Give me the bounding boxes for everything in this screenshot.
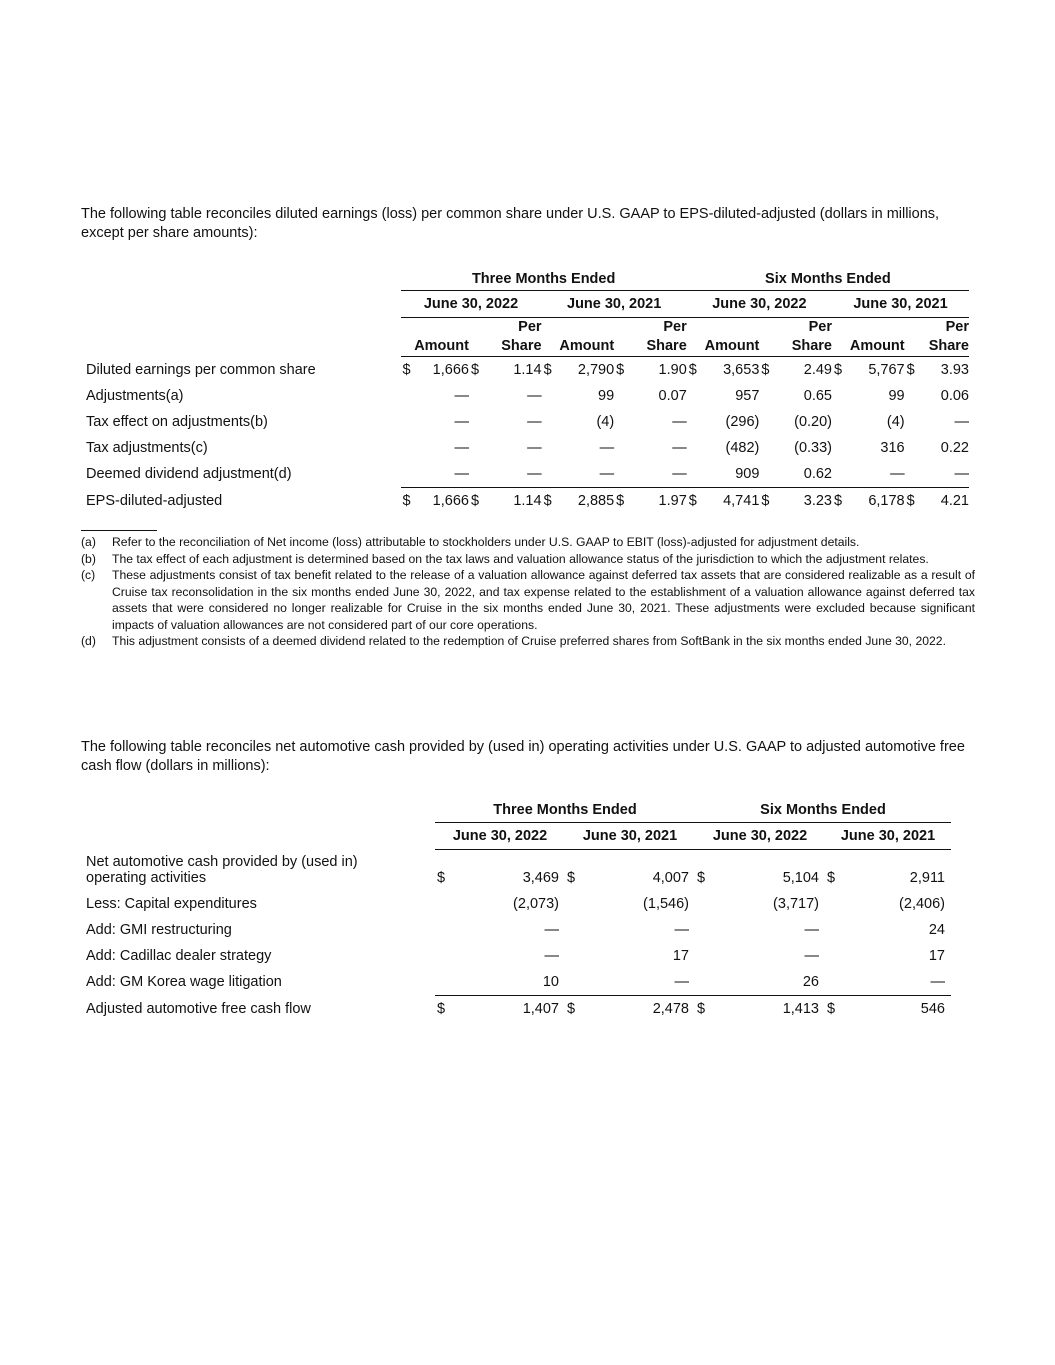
eps-group-header: Six Months Ended (687, 268, 969, 291)
value-cell: 2.49 (803, 362, 832, 378)
value-cell: — (804, 922, 819, 938)
currency-symbol: $ (565, 996, 585, 1023)
value-cell: — (454, 466, 469, 482)
amount-header: Amount (687, 336, 760, 357)
currency-symbol (565, 969, 585, 996)
value-cell: 1.14 (488, 488, 542, 515)
row-label-line: operating activities (86, 870, 207, 886)
footnote-key: (c) (81, 568, 96, 582)
value-cell: 0.06 (940, 388, 969, 404)
value-cell: — (672, 414, 687, 430)
value-cell: — (599, 466, 615, 482)
currency-symbol (687, 461, 706, 488)
currency-symbol: $ (834, 362, 843, 378)
eps-period-header: June 30, 2021 (832, 291, 969, 318)
value-cell: (0.20) (794, 414, 832, 430)
value-cell: 2,911 (909, 870, 945, 886)
value-cell: — (674, 922, 689, 938)
currency-symbol (905, 383, 924, 409)
value-cell: 4,007 (652, 870, 689, 886)
row-label: Add: GMI restructuring (86, 922, 232, 938)
currency-symbol: $ (437, 870, 446, 886)
value-cell: — (454, 440, 469, 456)
currency-symbol: $ (614, 488, 633, 515)
value-cell: 99 (598, 388, 615, 404)
footnote-text: These adjustments consist of tax benefit related to the release of a valuation allowance against deferred tax assets that are considered realizable as a result of Cruise tax reconsolidation in the six months ended June 30, 2022, and tax expense related to the establishment of a valuation allowance against deferred tax assets that were considered no longer realizable for Cruise in the six months ended June 30, 2021. These adjustments were excluded because significant impacts of valuation allowances are not considered part of our core operations. (112, 568, 975, 632)
table-row (81, 357, 969, 384)
value-cell: 17 (928, 948, 945, 964)
value-cell: — (890, 466, 905, 482)
value-cell: (4) (596, 414, 615, 430)
currency-symbol (614, 435, 633, 461)
value-cell: 0.65 (803, 388, 832, 404)
currency-symbol (435, 969, 455, 996)
currency-symbol (401, 461, 420, 488)
row-label (81, 850, 435, 892)
footnote-key: (d) (81, 634, 96, 648)
value-cell: 957 (735, 388, 760, 404)
per-header: Per (518, 319, 542, 335)
footnote-b (81, 551, 975, 568)
currency-symbol (565, 917, 585, 943)
eps-period-header: June 30, 2021 (542, 291, 687, 318)
currency-symbol: $ (688, 362, 697, 378)
per-header: Per (808, 319, 832, 335)
currency-symbol (759, 461, 778, 488)
value-cell: 4.21 (923, 488, 969, 515)
value-cell: 1.90 (658, 362, 687, 378)
currency-symbol: $ (761, 362, 770, 378)
per-header: Per (945, 319, 969, 335)
value-cell: 24 (928, 922, 945, 938)
currency-symbol (832, 409, 851, 435)
value-cell: 1.14 (513, 362, 542, 378)
value-cell: 5,767 (868, 362, 905, 378)
fcf-group-header: Three Months Ended (493, 802, 637, 818)
table-row (81, 409, 969, 435)
table-row (81, 917, 951, 943)
table-row (81, 461, 969, 488)
currency-symbol (565, 891, 585, 917)
value-cell: (3,717) (773, 896, 819, 912)
value-cell: 1,407 (455, 996, 565, 1023)
value-cell: 2,478 (585, 996, 695, 1023)
value-cell: 5,104 (782, 870, 819, 886)
row-label: Adjusted automotive free cash flow (86, 1000, 311, 1017)
value-cell: 10 (542, 974, 559, 990)
currency-symbol (832, 383, 851, 409)
fcf-group-header: Six Months Ended (695, 798, 951, 823)
value-cell: — (527, 414, 542, 430)
value-cell: — (672, 466, 687, 482)
footnotes (81, 534, 975, 650)
value-cell: — (954, 414, 969, 430)
amount-header: Amount (832, 336, 905, 357)
currency-symbol: $ (906, 362, 915, 378)
footnote-c (81, 567, 975, 633)
currency-symbol (614, 409, 633, 435)
value-cell: 2,790 (577, 362, 615, 378)
share-header: Share (469, 336, 542, 357)
amount-header: Amount (542, 336, 615, 357)
row-label: Diluted earnings per common share (86, 361, 316, 378)
fcf-period-header: June 30, 2022 (695, 823, 825, 850)
value-cell: 4,741 (705, 488, 759, 515)
value-cell: 1.97 (633, 488, 687, 515)
value-cell: — (454, 388, 469, 404)
table-row (81, 891, 951, 917)
fcf-period-header: June 30, 2021 (565, 823, 695, 850)
amount-header: Amount (401, 336, 469, 357)
value-cell: (4) (886, 414, 905, 430)
value-cell: 1,666 (419, 488, 469, 515)
footnote-key: (b) (81, 551, 96, 566)
share-header: Share (614, 336, 687, 357)
value-cell: — (544, 948, 559, 964)
value-cell: (296) (725, 414, 760, 430)
row-label: Tax effect on adjustments(b) (86, 414, 268, 430)
value-cell: 3,469 (522, 870, 559, 886)
value-cell: 3.93 (940, 362, 969, 378)
footnote-d (81, 633, 975, 650)
value-cell: — (454, 414, 469, 430)
currency-symbol (825, 891, 845, 917)
per-header: Per (663, 319, 687, 335)
footnote-text: Refer to the reconciliation of Net income (loss) attributable to stockholders under U.S. GAAP to EBIT (loss)-adjusted for adjustment details. (112, 535, 860, 549)
currency-symbol: $ (402, 362, 411, 378)
currency-symbol (695, 969, 715, 996)
currency-symbol: $ (401, 488, 420, 515)
currency-symbol: $ (825, 996, 845, 1023)
value-cell: 1,666 (432, 362, 469, 378)
currency-symbol: $ (469, 488, 488, 515)
currency-symbol (695, 917, 715, 943)
currency-symbol: $ (759, 488, 778, 515)
fcf-period-header: June 30, 2022 (435, 823, 565, 850)
row-label-line: Net automotive cash provided by (used in) (86, 854, 358, 870)
value-cell: — (527, 388, 542, 404)
table-row (81, 996, 951, 1023)
footnote-text: This adjustment consists of a deemed dividend related to the redemption of Cruise preferred shares from SoftBank in the six months ended June 30, 2022. (112, 634, 946, 648)
currency-symbol: $ (542, 488, 561, 515)
value-cell: — (544, 922, 559, 938)
value-cell: 546 (845, 996, 951, 1023)
currency-symbol: $ (543, 362, 552, 378)
value-cell: 17 (672, 948, 689, 964)
table-row (81, 943, 951, 969)
value-cell: 3,653 (723, 362, 760, 378)
currency-symbol (469, 461, 488, 488)
value-cell: 1,413 (715, 996, 825, 1023)
currency-symbol (832, 435, 851, 461)
currency-symbol (905, 409, 924, 435)
currency-symbol (832, 461, 851, 488)
currency-symbol (542, 435, 561, 461)
currency-symbol (565, 943, 585, 969)
currency-symbol: $ (827, 870, 836, 886)
value-cell: — (954, 466, 969, 482)
footnote-text: The tax effect of each adjustment is determined based on the tax laws and valuation allowance status of the jurisdiction to which the adjustment relates. (112, 551, 929, 566)
value-cell: 26 (802, 974, 819, 990)
currency-symbol: $ (687, 488, 706, 515)
currency-symbol (905, 461, 924, 488)
row-label: Less: Capital expenditures (86, 896, 257, 912)
value-cell: (482) (725, 440, 760, 456)
value-cell: — (804, 948, 819, 964)
row-label: Adjustments(a) (86, 388, 184, 404)
value-cell: 2,885 (560, 488, 614, 515)
currency-symbol (695, 891, 715, 917)
currency-symbol (401, 435, 420, 461)
currency-symbol (905, 435, 924, 461)
value-cell: — (930, 974, 945, 990)
fcf-intro-text: The following table reconciles net automotive cash provided by (used in) operating activities under U.S. GAAP to adjusted automotive free cash flow (dollars in millions): (81, 739, 965, 774)
value-cell: (0.33) (794, 440, 832, 456)
row-label: Add: Cadillac dealer strategy (86, 948, 272, 964)
currency-symbol (542, 409, 561, 435)
value-cell: 99 (888, 388, 905, 404)
value-cell: — (527, 466, 542, 482)
eps-group-header: Three Months Ended (401, 268, 687, 291)
currency-symbol (759, 409, 778, 435)
table-row (81, 383, 969, 409)
currency-symbol (542, 383, 561, 409)
value-cell: — (674, 974, 689, 990)
value-cell: — (599, 440, 615, 456)
share-header: Share (905, 336, 969, 357)
row-label: EPS-diluted-adjusted (86, 492, 223, 509)
value-cell: (2,406) (899, 896, 945, 912)
eps-period-header: June 30, 2022 (401, 291, 542, 318)
fcf-period-header: June 30, 2021 (825, 823, 951, 850)
eps-reconciliation-table (81, 268, 969, 514)
table-row (81, 435, 969, 461)
currency-symbol (687, 383, 706, 409)
table-row (81, 850, 951, 892)
value-cell: 6,178 (851, 488, 905, 515)
currency-symbol (687, 409, 706, 435)
currency-symbol (614, 461, 633, 488)
value-cell: 909 (735, 466, 760, 482)
value-cell: (2,073) (513, 896, 559, 912)
currency-symbol (825, 917, 845, 943)
currency-symbol (469, 435, 488, 461)
currency-symbol (614, 383, 633, 409)
value-cell: 316 (880, 440, 905, 456)
footnote-divider (81, 530, 157, 531)
value-cell: 0.62 (803, 466, 832, 482)
value-cell: — (672, 440, 687, 456)
eps-intro-text: The following table reconciles diluted earnings (loss) per common share under U.S. GAAP to EPS-diluted-adjusted (dollars in millions, except per share amounts): (81, 206, 940, 241)
currency-symbol (825, 969, 845, 996)
currency-symbol (435, 917, 455, 943)
footnote-key: (a) (81, 535, 96, 549)
currency-symbol (469, 409, 488, 435)
footnote-a (81, 534, 975, 551)
currency-symbol (825, 943, 845, 969)
currency-symbol: $ (832, 488, 851, 515)
value-cell: 0.07 (658, 388, 687, 404)
value-cell: — (527, 440, 542, 456)
row-label: Tax adjustments(c) (86, 440, 208, 456)
value-cell: (1,546) (643, 896, 689, 912)
currency-symbol: $ (905, 488, 924, 515)
currency-symbol (469, 383, 488, 409)
value-cell: 0.22 (940, 440, 969, 456)
currency-symbol (695, 943, 715, 969)
share-header: Share (759, 336, 832, 357)
currency-symbol: $ (567, 870, 576, 886)
currency-symbol: $ (695, 996, 715, 1023)
row-label: Deemed dividend adjustment(d) (86, 466, 292, 483)
free-cash-flow-table (81, 798, 951, 1022)
currency-symbol (542, 461, 561, 488)
currency-symbol (435, 891, 455, 917)
currency-symbol: $ (616, 362, 625, 378)
currency-symbol (401, 409, 420, 435)
table-row (81, 488, 969, 515)
eps-period-header: June 30, 2022 (687, 291, 832, 318)
currency-symbol (401, 383, 420, 409)
value-cell: 3.23 (778, 488, 832, 515)
currency-symbol (759, 435, 778, 461)
currency-symbol (687, 435, 706, 461)
currency-symbol: $ (470, 362, 480, 378)
currency-symbol: $ (697, 870, 706, 886)
currency-symbol (435, 943, 455, 969)
currency-symbol: $ (435, 996, 455, 1023)
table-row (81, 969, 951, 996)
row-label: Add: GM Korea wage litigation (86, 974, 282, 991)
currency-symbol (759, 383, 778, 409)
